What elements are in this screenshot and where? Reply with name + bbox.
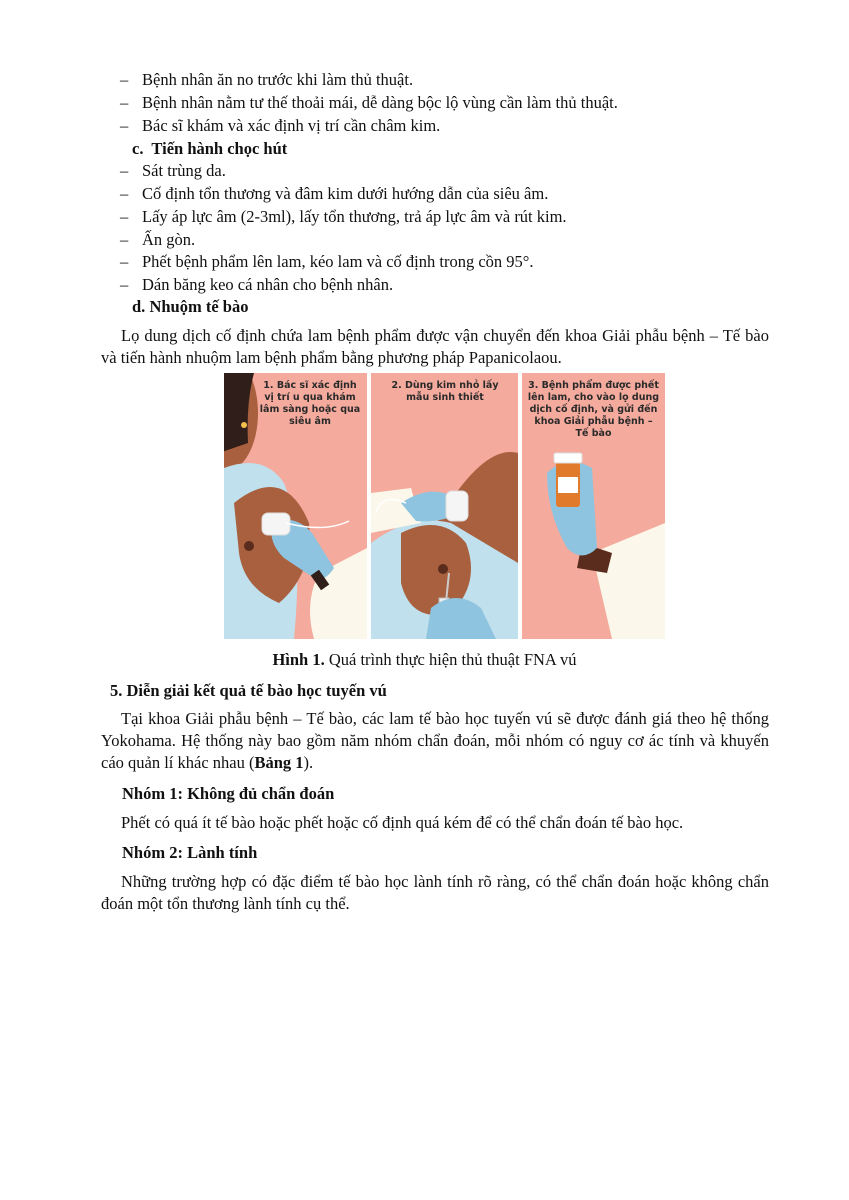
- group-1-text: Phết có quá ít tế bào hoặc phết hoặc cố định quá kém để có thể chẩn đoán tế bào học.: [121, 813, 684, 832]
- list-item-text: Sát trùng da.: [142, 161, 226, 180]
- group-2-text: Những trường hợp có đặc điểm tế bào học lành tính rõ ràng, có thể chẩn đoán hoặc không chẩn đoán một tổn thương lành tính cụ thể.: [101, 872, 769, 913]
- figure-panel-1: [224, 373, 367, 639]
- bullet-dash: –: [120, 252, 129, 271]
- section-label: c. Tiến hành chọc hút: [132, 139, 288, 158]
- figure-panel-1-text: 1. Bác sĩ xác định vị trí u qua khám lâm sàng hoặc qua siêu âm: [259, 380, 361, 427]
- yokohama-paragraph: Tại khoa Giải phẫu bệnh – Tế bào, các lam tế bào học tuyến vú sẽ được đánh giá theo hệ thống Yokohama. Hệ thống này bao gồm năm nhóm chẩn đoán, mỗi nhóm có nguy cơ ác tính và khuyến cáo quản lí khác nhau (Bảng 1).: [101, 709, 769, 772]
- figure-caption: [0, 650, 849, 670]
- fna-procedure-figure: [224, 373, 665, 639]
- figure-panel-2-text: 2. Dùng kim nhỏ lấy mẫu sinh thiết: [391, 380, 499, 403]
- staining-paragraph: Lọ dung dịch cố định chứa lam bệnh phẩm được vận chuyển đến khoa Giải phẫu bệnh – Tế bào và tiến hành nhuộm lam bệnh phẩm bằng phương pháp Papanicolaou.: [101, 326, 769, 367]
- group-2-title: Nhóm 2: Lành tính: [122, 843, 258, 862]
- figure-panel-3: [522, 373, 665, 639]
- figure-caption-text: Quá trình thực hiện thủ thuật FNA vú: [324, 650, 577, 669]
- list-item-text: Bác sĩ khám và xác định vị trí cần châm kim.: [142, 116, 441, 135]
- list-item-text: Lấy áp lực âm (2-3ml), lấy tổn thương, trả áp lực âm và rút kim.: [142, 207, 567, 226]
- bullet-dash: –: [120, 275, 129, 294]
- figure-caption-label: Hình 1.: [272, 650, 325, 669]
- figure-panel-3-text: 3. Bệnh phẩm được phết lên lam, cho vào lọ dung dịch cố định, và gửi đến khoa Giải phẫu bệnh – Tế bào: [527, 380, 660, 439]
- list-item-text: Cố định tổn thương và đâm kim dưới hướng dẫn của siêu âm.: [142, 184, 549, 203]
- bullet-dash: –: [120, 230, 129, 249]
- bullet-dash: –: [120, 70, 129, 89]
- list-item-text: Ấn gòn.: [142, 230, 196, 249]
- section-label: d. Nhuộm tế bào: [132, 297, 249, 316]
- figure-panel-2: [371, 373, 518, 639]
- group-1-title: Nhóm 1: Không đủ chẩn đoán: [122, 784, 335, 803]
- bullet-dash: –: [120, 161, 129, 180]
- bullet-dash: –: [120, 93, 129, 112]
- section-5-heading: 5. Diễn giải kết quả tế bào học tuyến vú: [110, 681, 387, 700]
- bullet-dash: –: [120, 207, 129, 226]
- bullet-dash: –: [120, 184, 129, 203]
- bullet-dash: –: [120, 116, 129, 135]
- list-item-text: Bệnh nhân nằm tư thế thoải mái, dễ dàng bộc lộ vùng cần làm thủ thuật.: [142, 93, 618, 112]
- needle-biopsy-illustration: [371, 373, 518, 639]
- list-item-text: Bệnh nhân ăn no trước khi làm thủ thuật.: [142, 70, 414, 89]
- list-item-text: Phết bệnh phẩm lên lam, kéo lam và cố định trong cồn 95°.: [142, 252, 534, 271]
- list-item-text: Dán băng keo cá nhân cho bệnh nhân.: [142, 275, 394, 294]
